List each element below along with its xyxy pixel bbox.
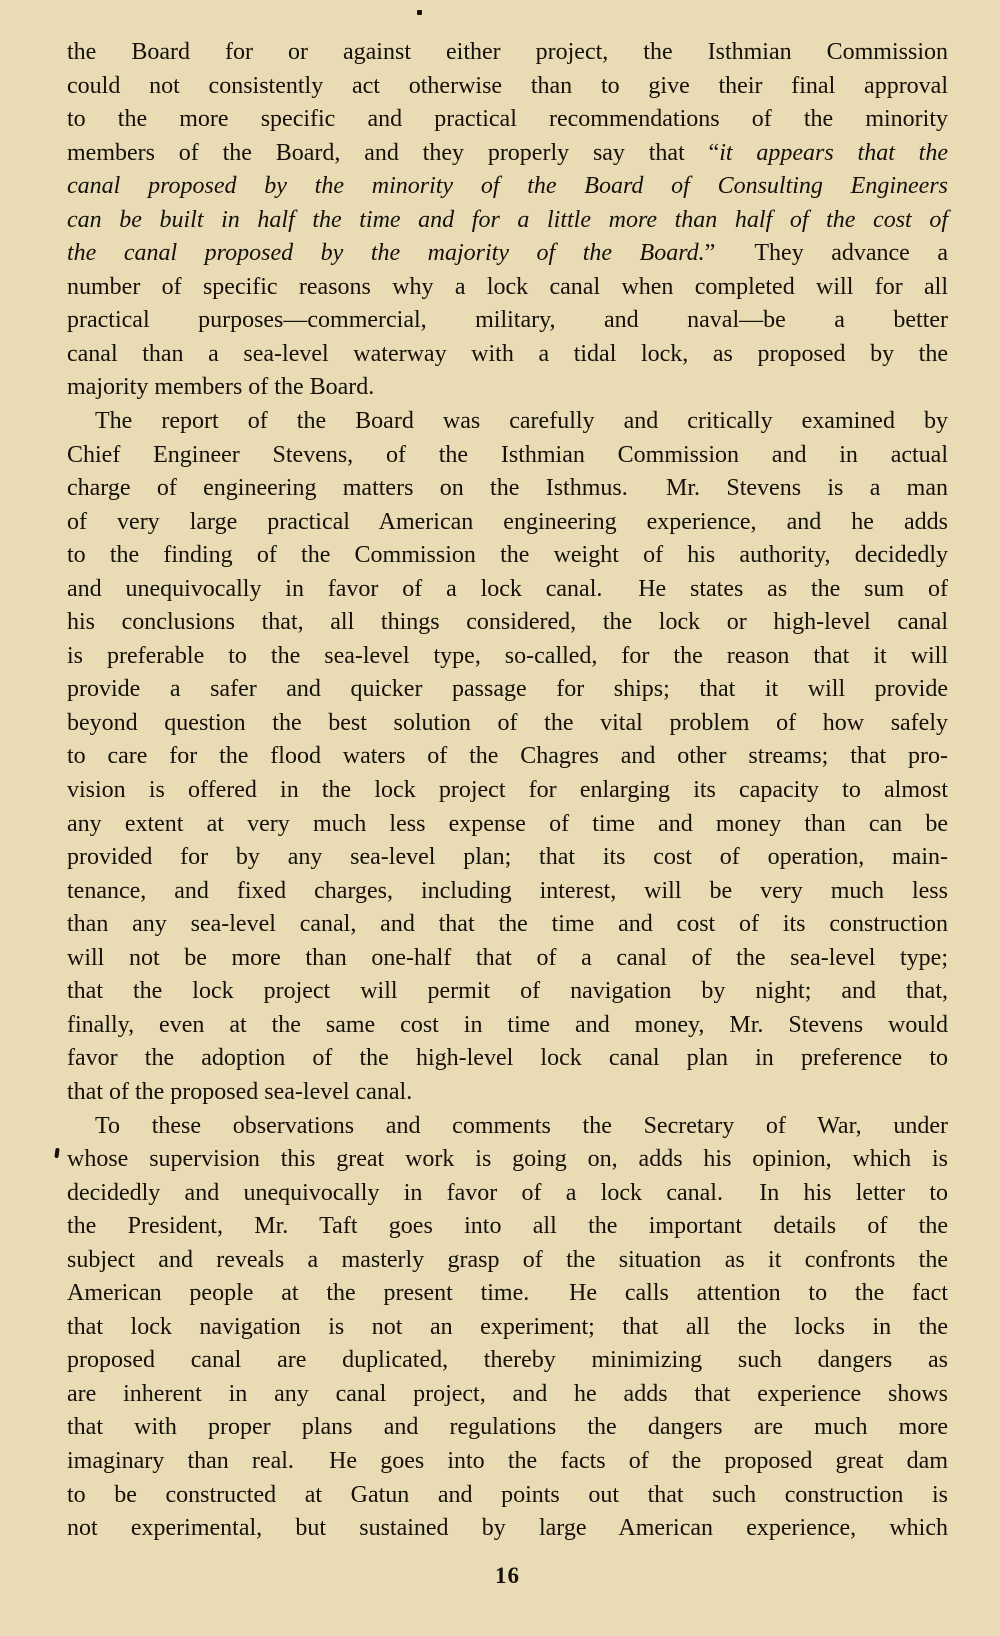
text-segment: to the finding of the Commission the weight of his authority, decidedly [67,542,948,569]
text-line [67,774,948,808]
text-segment: and unequivocally in favor of a lock canal. He states as the sum of [67,575,948,602]
text-line [67,975,948,1009]
text-line [67,841,948,875]
text-line [67,271,948,305]
text-line [67,808,948,842]
scan-speck-margin [54,1148,59,1158]
text-segment: Chief Engineer Stevens, of the Isthmian Commission and in actual [67,441,948,468]
text-line [67,1110,948,1144]
text-line [67,1344,948,1378]
text-segment: To these observations and comments the Secretary of War, under [95,1112,948,1139]
text-segment: canal proposed by the minority of the Board of Consulting Engineers [67,173,948,200]
text-line [67,137,948,171]
text-line [67,70,948,104]
text-segment: the canal proposed by the majority of the Board. [67,240,705,267]
text-line [67,1244,948,1278]
text-segment: majority members of the Board. [67,374,375,401]
text-segment: of very large practical American engineering experience, and he adds [67,508,948,535]
text-segment: The report of the Board was carefully and critically examined by [95,408,948,435]
text-segment: is preferable to the sea-level type, so-called, for the reason that it will [67,642,948,669]
text-segment: beyond question the best solution of the vital problem of how safely [67,709,948,736]
text-segment: decidedly and unequivocally in favor of a lock canal. In his letter to [67,1179,948,1206]
text-line [67,1277,948,1311]
text-line [67,439,948,473]
text-segment: canal than a sea-level waterway with a tidal lock, as proposed by the [67,340,948,367]
text-line [67,1177,948,1211]
text-line [67,36,948,70]
text-segment: practical purposes—commercial, military, and naval—be a better [67,307,948,334]
text-segment: favor the adoption of the high-level lock canal plan in preference to [67,1045,948,1072]
text-segment: subject and reveals a masterly grasp of the situation as it confronts the [67,1246,948,1273]
scan-speck-top [417,10,422,15]
text-line [67,740,948,774]
text-segment: his conclusions that, all things considered, the lock or high-level canal [67,609,948,636]
text-line [67,908,948,942]
text-segment: that with proper plans and regulations the dangers are much more [67,1414,948,1441]
text-line [67,103,948,137]
text-segment: vision is offered in the lock project for enlarging its capacity to almost [67,777,948,804]
text-line [67,1143,948,1177]
text-line [67,1210,948,1244]
text-segment: number of specific reasons why a lock canal when completed will for all [67,273,948,300]
text-segment: whose supervision this great work is going on, adds his opinion, which is [67,1146,948,1173]
text-segment: the Board for or against either project, the Isthmian Commission [67,39,948,65]
text-line [67,1445,948,1479]
text-line [67,170,948,204]
text-line [67,1512,948,1546]
text-line [67,405,948,439]
text-segment: provide a safer and quicker passage for ships; that it will provide [67,676,948,703]
text-segment: than any sea-level canal, and that the time and cost of its construction [67,911,948,938]
text-line [67,1411,948,1445]
text-line [67,1076,948,1110]
text-segment: that lock navigation is not an experiment; that all the locks in the [67,1313,948,1340]
text-segment: can be built in half the time and for a little more than half of the cost of [67,206,948,233]
page-text [67,36,948,1546]
text-segment: tenance, and fixed charges, including interest, will be very much less [67,877,948,904]
text-segment: proposed canal are duplicated, thereby minimizing such dangers as [67,1347,948,1374]
text-line [67,942,948,976]
text-segment: provided for by any sea-level plan; that its cost of operation, main- [67,844,948,871]
text-line [67,606,948,640]
text-segment: finally, even at the same cost in time and money, Mr. Stevens would [67,1011,948,1038]
text-line [67,573,948,607]
text-line [67,304,948,338]
page-number: 16 [495,1563,520,1588]
text-line [67,1479,948,1513]
text-segment: that of the proposed sea-level canal. [67,1078,413,1105]
text-line [67,707,948,741]
text-line [67,875,948,909]
text-line [67,1311,948,1345]
text-segment: will not be more than one-half that of a canal of the sea-level type; [67,944,948,971]
text-segment: to care for the flood waters of the Chagres and other streams; that pro- [67,743,948,770]
text-segment: imaginary than real. He goes into the facts of the proposed great dam [67,1447,948,1474]
text-segment: not experimental, but sustained by large American experience, which [67,1515,948,1542]
text-segment: any extent at very much less expense of time and money than can be [67,810,948,837]
text-line [67,1009,948,1043]
text-segment: to be constructed at Gatun and points out that such construction is [67,1481,948,1508]
text-line [67,1378,948,1412]
text-segment: charge of engineering matters on the Isthmus. Mr. Stevens is a man [67,475,948,502]
text-segment: ” They advance a [704,240,948,267]
text-segment: to the more specific and practical recommendations of the minority [67,106,948,133]
text-line [67,472,948,506]
text-segment: the President, Mr. Taft goes into all the important details of the [67,1213,948,1240]
text-line [67,371,948,405]
text-line [67,237,948,271]
text-segment: could not consistently act otherwise than to give their final approval [67,72,948,99]
text-line [67,338,948,372]
text-segment: that the lock project will permit of navigation by night; and that, [67,978,948,1005]
text-line [67,1042,948,1076]
text-line [67,204,948,238]
text-segment: members of the Board, and they properly say that “ [67,139,720,166]
text-line [67,673,948,707]
text-line [67,506,948,540]
text-segment: American people at the present time. He calls attention to the fact [67,1280,948,1307]
text-segment: it appears that the [719,139,948,166]
text-segment: are inherent in any canal project, and he adds that experience shows [67,1380,948,1407]
text-line [67,640,948,674]
text-line [67,539,948,573]
